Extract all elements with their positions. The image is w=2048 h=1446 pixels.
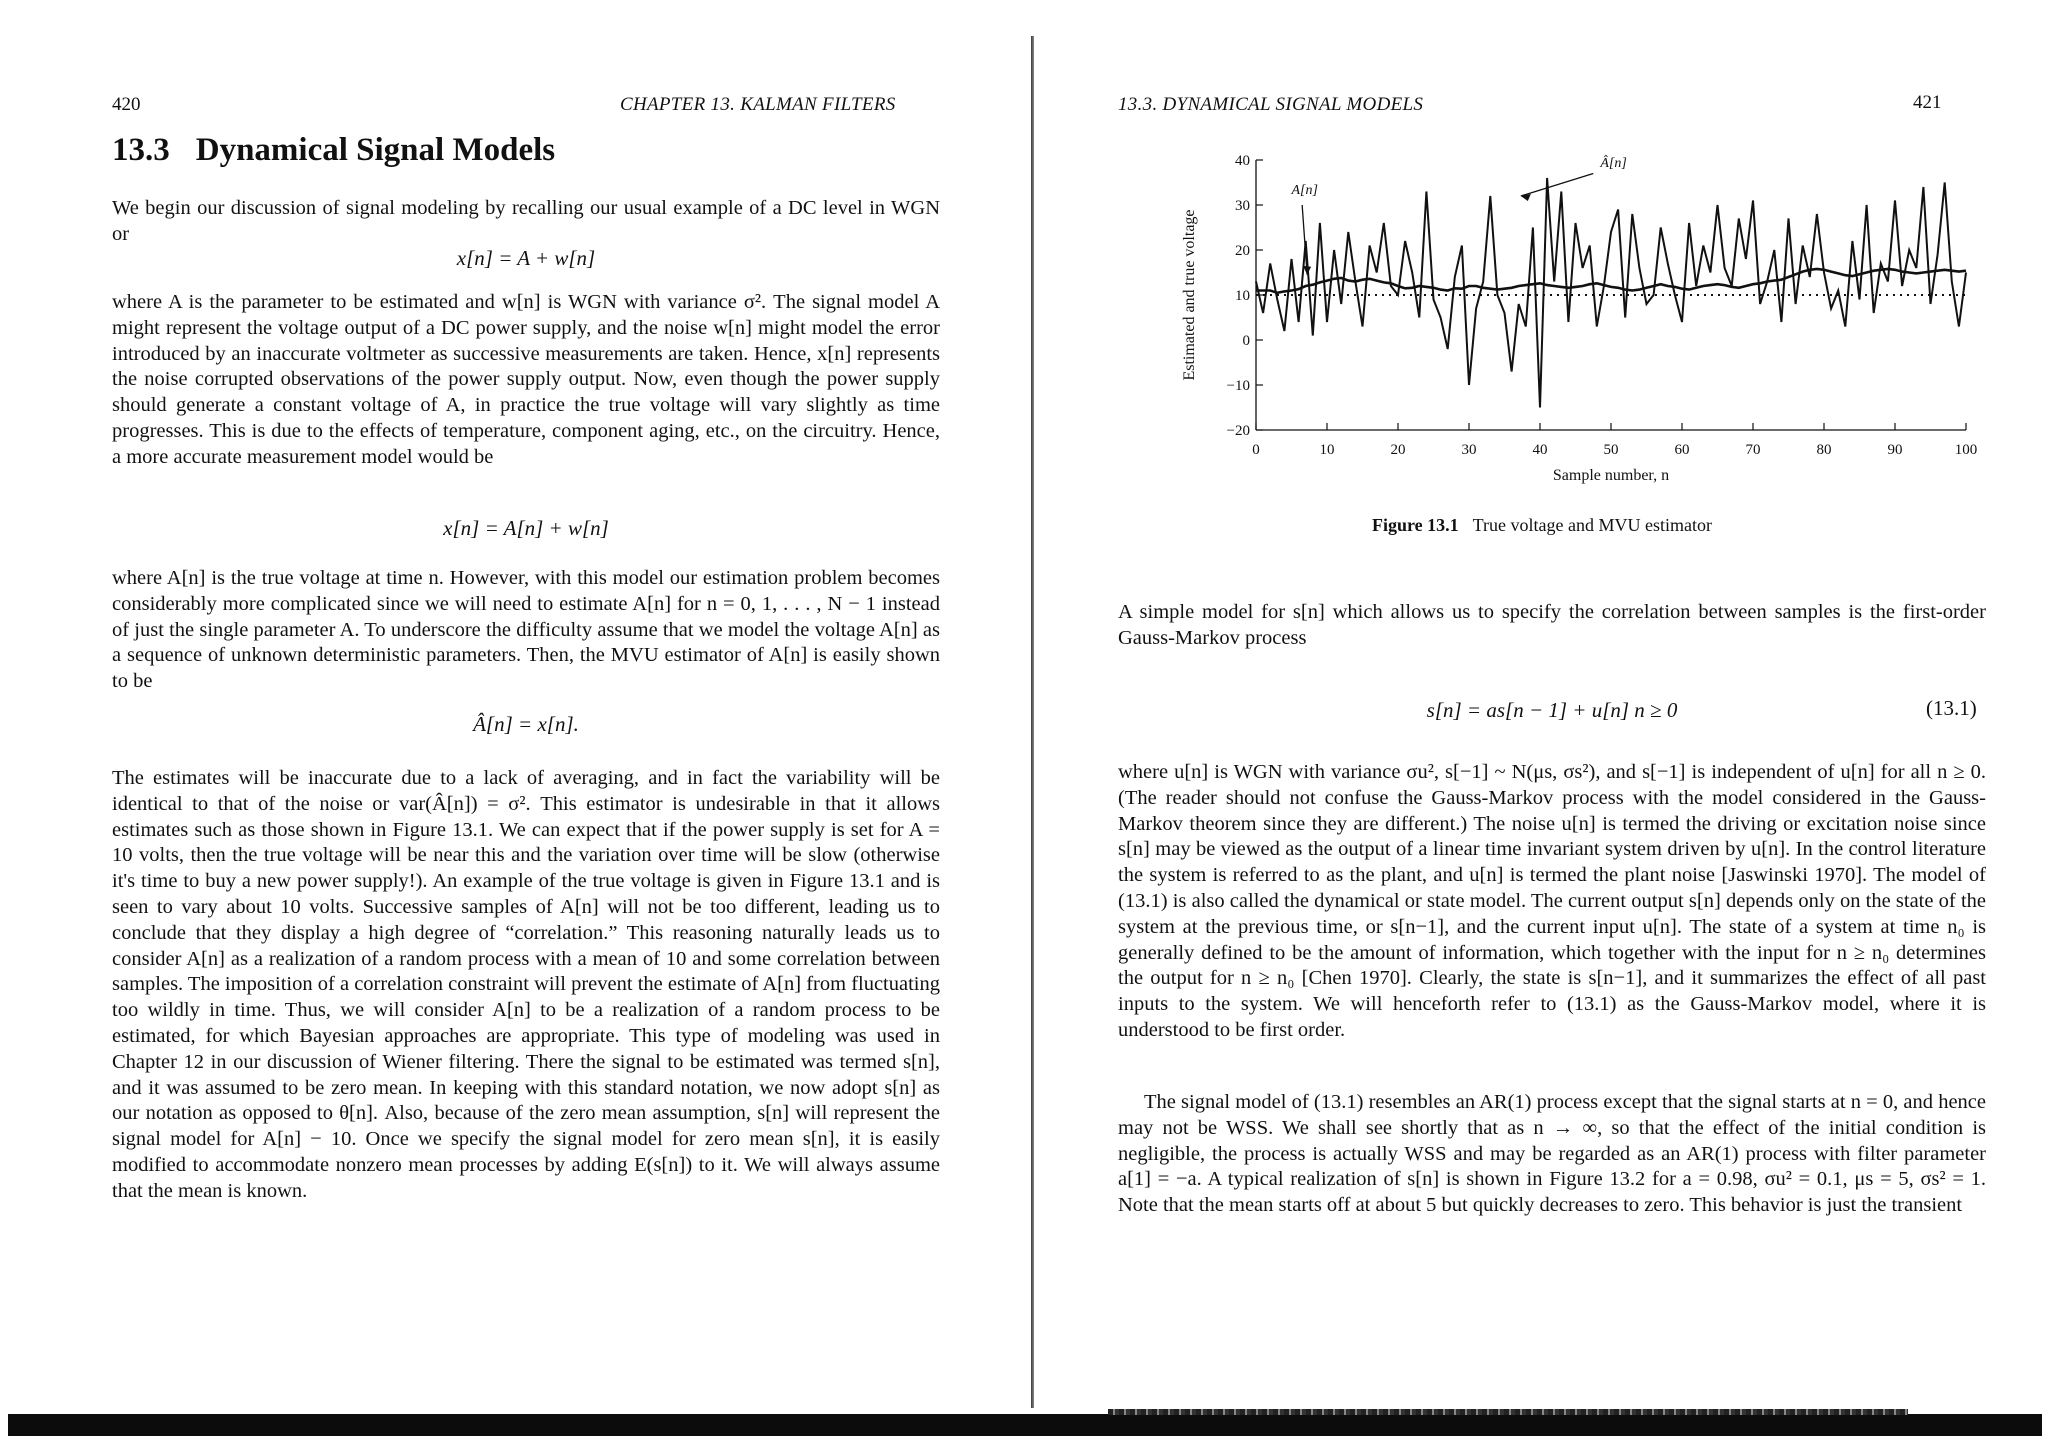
section-title [112, 132, 555, 169]
right-equation-1-number: (13.1) [1926, 696, 1977, 720]
right-running-head: 13.3. DYNAMICAL SIGNAL MODELS [1118, 94, 1424, 115]
y-tick-label: −10 [1226, 378, 1250, 394]
left-equation-2: x[n] = A[n] + w[n] [443, 516, 609, 540]
x-tick-label: 50 [1603, 442, 1619, 458]
figure-caption [1036, 515, 2048, 536]
figure-label: Figure 13.1 [1372, 515, 1459, 535]
y-tick-label: 10 [1235, 288, 1250, 304]
left-paragraph-3: where A[n] is the true voltage at time n. However, with this model our estimation problem becomes considerably more complicated since we will need to estimate A[n] for n = 0, 1, . . . , N − 1 instead of just the single parameter A. To underscore the difficulty assume that we model the voltage A[n] as a sequence of unknown deterministic parameters. Then, the MVU estimator of A[n] is easily shown to be [112, 567, 940, 693]
annotation-true-voltage: A[n] [1291, 182, 1318, 198]
x-tick-label: 20 [1390, 442, 1406, 458]
x-axis-label: Sample number, n [1552, 467, 1670, 484]
x-tick-label: 90 [1887, 442, 1903, 458]
y-tick-label: 30 [1235, 198, 1250, 214]
right-paragraph-2: where u[n] is WGN with variance σu², s[−1] ~ N(μs, σs²), and s[−1] is independent of u[n] for all n ≥ 0. (The reader should not confuse the Gauss-Markov process with the model considered in the Gauss-Markov theorem since they are different.) The noise u[n] is termed the driving or excitation noise since s[n] may be viewed as the output of a linear time invariant system driven by u[n]. In the control literature the system is referred to as the plant, and u[n] is termed the plant noise [Jaswinski 1970]. The model of (13.1) is also called the dynamical or state model. The current output s[n] depends only on the state of the system at the previous time, or s[n−1], and the current input u[n]. The state of a system at time n₀ is generally defined to be the amount of information, which together with the input for n ≥ n₀ determines the output for n ≥ n₀ [Chen 1970]. Clearly, the state is s[n−1], and it summarizes the effect of all past inputs to the system. We will henceforth refer to (13.1) as the Gauss-Markov model, where it is understood to be first order. [1118, 761, 1986, 1041]
scan-bottom-edge [8, 1414, 2042, 1436]
y-tick-label: 40 [1235, 153, 1250, 169]
chart-axes [1181, 153, 1977, 484]
x-tick-label: 30 [1461, 442, 1477, 458]
x-tick-label: 40 [1532, 442, 1548, 458]
x-tick-label: 0 [1252, 442, 1260, 458]
series-estimator-line [1256, 178, 1966, 408]
y-tick-label: 20 [1235, 243, 1250, 259]
left-running-head: CHAPTER 13. KALMAN FILTERS [620, 94, 896, 115]
figure-caption-text: True voltage and MVU estimator [1472, 515, 1712, 535]
left-equation-1: x[n] = A + w[n] [456, 246, 596, 270]
x-tick-label: 100 [1954, 442, 1978, 458]
annotation-estimator: Â[n] [1600, 155, 1627, 171]
y-axis-label: Estimated and true voltage [1181, 209, 1198, 381]
section-title-text: Dynamical Signal Models [195, 132, 556, 168]
x-tick-label: 10 [1319, 442, 1335, 458]
figure-13-1-chart [1036, 140, 2048, 500]
right-page-number: 421 [1913, 92, 1942, 113]
y-tick-label: −20 [1226, 423, 1250, 439]
right-paragraph-1-text: A simple model for s[n] which allows us to specify the correlation between samples is the first-order Gauss-Markov process [1118, 601, 1986, 649]
left-paragraph-2: where A is the parameter to be estimated and w[n] is WGN with variance σ². The signal model A might represent the voltage output of a DC power supply, and the noise w[n] might model the error introduced by an inaccurate voltmeter as successive measurements are taken. Hence, x[n] represents the noise corrupted observations of the power supply output. Now, even though the power supply should generate a constant voltage of A, in practice the true voltage will vary slightly as time progresses. This is due to the effects of temperature, component aging, etc., on the circuitry. Hence, a more accurate measurement model would be [112, 291, 940, 468]
left-page-number: 420 [112, 94, 141, 115]
right-page [1036, 0, 2048, 1446]
right-paragraph-3: The signal model of (13.1) resembles an AR(1) process except that the signal starts at n = 0, and hence may not be WSS. We shall see shortly that as n → ∞, so that the effect of the initial condition is negligible, the process is actually WSS and may be regarded as an AR(1) process with filter parameter a[1] = −a. A typical realization of s[n] is shown in Figure 13.2 for a = 0.98, σu² = 0.1, μs = 5, σs² = 1. Note that the mean starts off at about 5 but quickly decreases to zero. This behavior is just the transient [1118, 1091, 1986, 1217]
left-equation-3: Â[n] = x[n]. [473, 712, 579, 736]
page-gutter [1031, 36, 1034, 1408]
right-equation-1: s[n] = as[n − 1] + u[n] n ≥ 0 [1426, 698, 1678, 722]
annotation-arrow-estimator [1521, 174, 1593, 197]
left-paragraph-4: The estimates will be inaccurate due to a lack of averaging, and in fact the variability will be identical to that of the noise or var(Â[n]) = σ². This estimator is undesirable in that it allows estimates such as those shown in Figure 13.1. We can expect that if the power supply is set for A = 10 volts, then the true voltage will be near this and the variation over time will be slow (otherwise it's time to buy a new power supply!). An example of the true voltage is given in Figure 13.1 and is seen to vary about 10 volts. Successive samples of A[n] will not be too different, leading us to conclude that they display a high degree of “correlation.” This reasoning naturally leads us to consider A[n] as a realization of a random process with a mean of 10 and some correlation between samples. The imposition of a correlation constraint will prevent the estimate of A[n] from fluctuating too wildly in time. Thus, we will consider A[n] to be a realization of a random process to be estimated, for which Bayesian approaches are appropriate. This type of modeling was used in Chapter 12 in our discussion of Wiener filtering. There the signal to be estimated was termed s[n], and it was assumed to be zero mean. In keeping with this standard notation, we now adopt s[n] as our notation as opposed to θ[n]. Also, because of the zero mean assumption, s[n] will represent the signal model for A[n] − 10. Once we specify the signal model for zero mean s[n], it is easily modified to accommodate nonzero mean processes by adding E(s[n]) to it. We will always assume that the mean is known. [112, 767, 940, 1202]
x-tick-label: 60 [1674, 442, 1690, 458]
x-tick-label: 70 [1745, 442, 1761, 458]
x-tick-label: 80 [1816, 442, 1832, 458]
right-paragraph-1 [1118, 600, 1986, 652]
annotation-arrowhead-true-voltage [1303, 266, 1311, 275]
left-paragraph-1: We begin our discussion of signal modeling by recalling our usual example of a DC level in WGN or [112, 197, 940, 245]
y-tick-label: 0 [1242, 333, 1250, 349]
chart-series [1256, 178, 1966, 408]
section-number: 13.3 [112, 132, 170, 168]
